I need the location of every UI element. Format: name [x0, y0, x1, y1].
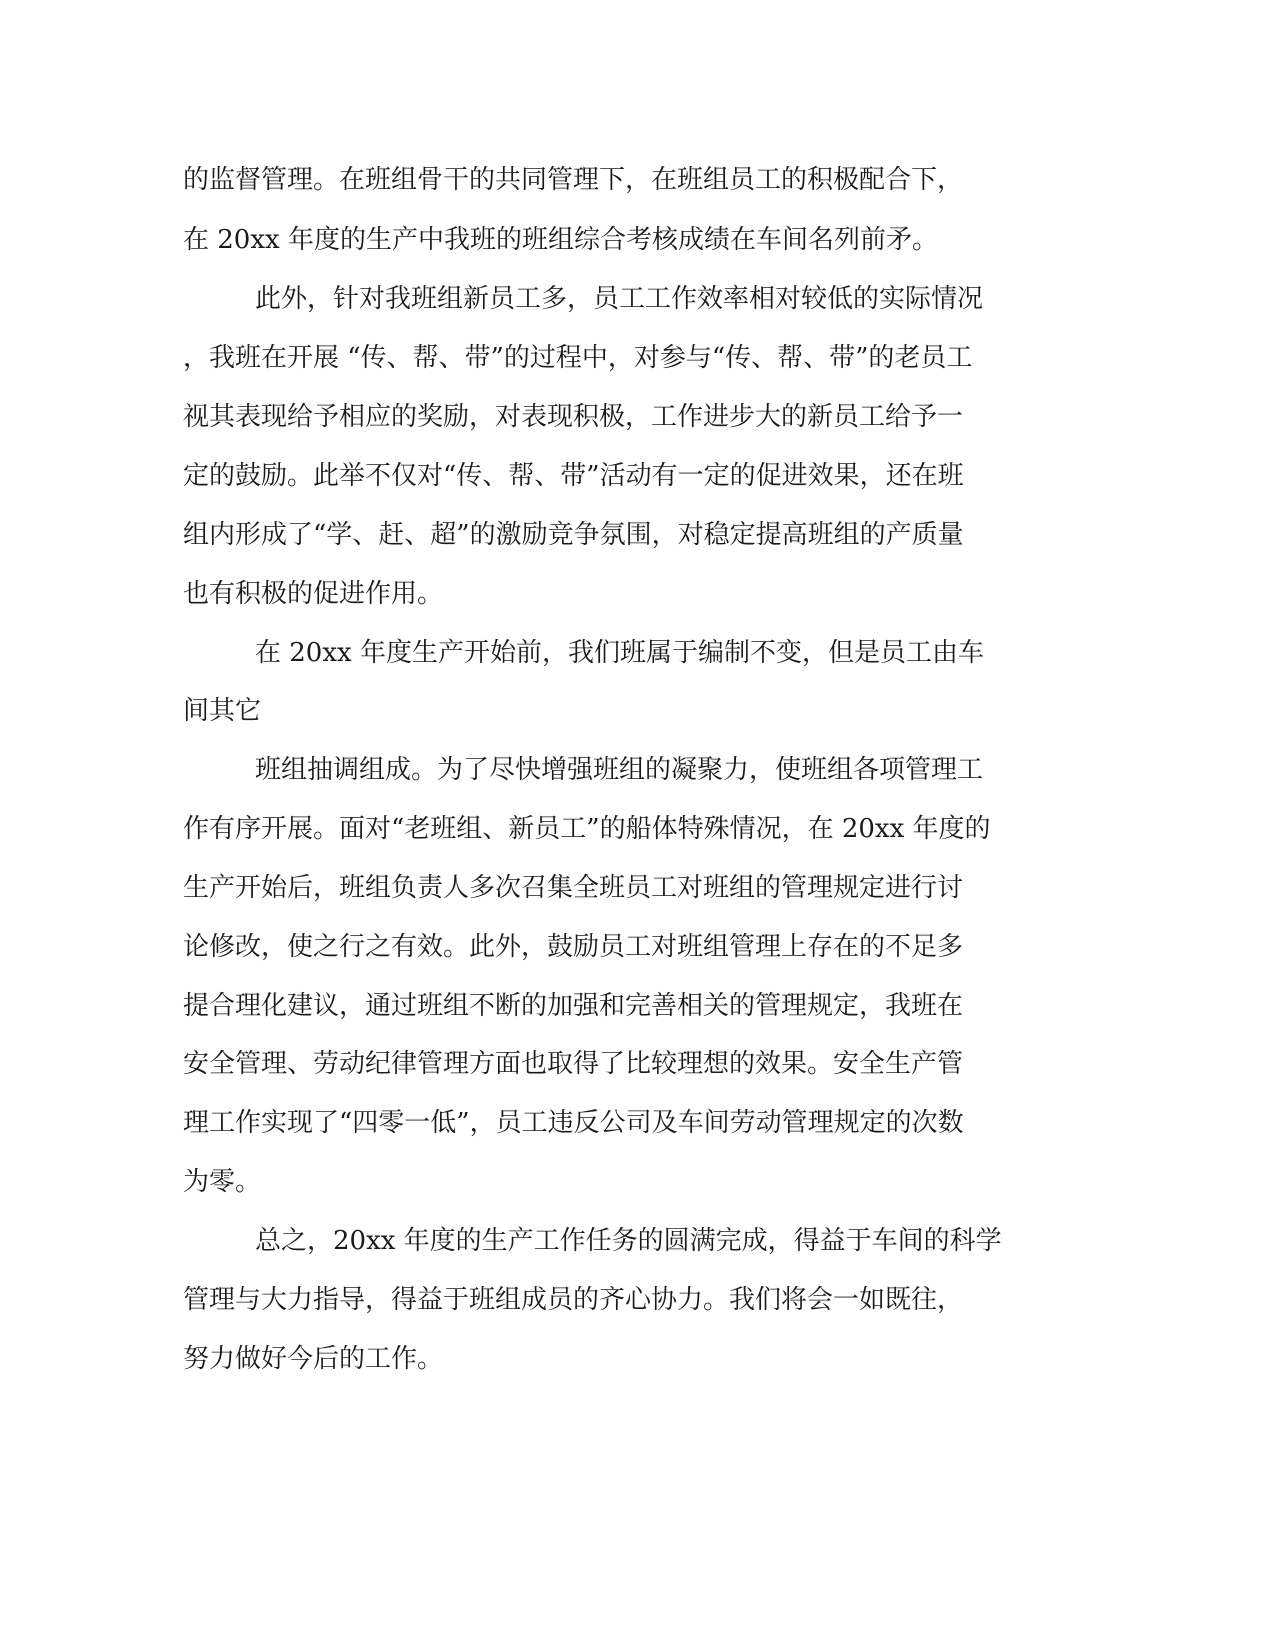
text-line: 论修改，使之行之有效。此外，鼓励员工对班组管理上存在的不足多	[183, 932, 964, 962]
text-line: 安全管理、劳动纪律管理方面也取得了比较理想的效果。安全生产管	[183, 1049, 964, 1079]
text-line: 视其表现给予相应的奖励，对表现积极，工作进步大的新员工给予一	[183, 402, 964, 432]
text-line: 生产开始后，班组负责人多次召集全班员工对班组的管理规定进行讨	[183, 873, 964, 903]
text-line: 的监督管理。在班组骨干的共同管理下，在班组员工的积极配合下，	[183, 165, 964, 195]
text-line: 为零。	[183, 1167, 262, 1197]
text-line: ，我班在开展 “传、帮、带”的过程中，对参与“传、帮、带”的老员工	[183, 343, 973, 373]
text-line: 总之，20xx 年度的生产工作任务的圆满完成，得益于车间的科学	[255, 1226, 1002, 1256]
text-line: 班组抽调组成。为了尽快增强班组的凝聚力，使班组各项管理工	[255, 755, 984, 785]
text-line: 理工作实现了“四零一低”，员工违反公司及车间劳动管理规定的次数	[183, 1108, 964, 1138]
text-line: 作有序开展。面对“老班组、新员工”的船体特殊情况，在 20xx 年度的	[183, 814, 991, 844]
text-line: 组内形成了“学、赶、超”的激励竞争氛围，对稳定提高班组的产质量	[183, 520, 964, 550]
text-line: 此外，针对我班组新员工多，员工工作效率相对较低的实际情况	[255, 284, 984, 314]
text-line: 间其它	[183, 696, 262, 726]
text-line: 努力做好今后的工作。	[183, 1344, 444, 1374]
text-line: 在 20xx 年度的生产中我班的班组综合考核成绩在车间名列前矛。	[183, 225, 938, 255]
text-line: 提合理化建议，通过班组不断的加强和完善相关的管理规定，我班在	[183, 991, 964, 1021]
text-line: 在 20xx 年度生产开始前，我们班属于编制不变，但是员工由车	[255, 638, 984, 668]
text-line: 定的鼓励。此举不仅对“传、帮、带”活动有一定的促进效果，还在班	[183, 461, 964, 491]
text-line: 管理与大力指导，得益于班组成员的齐心协力。我们将会一如既往，	[183, 1285, 964, 1315]
text-line: 也有积极的促进作用。	[183, 579, 444, 609]
